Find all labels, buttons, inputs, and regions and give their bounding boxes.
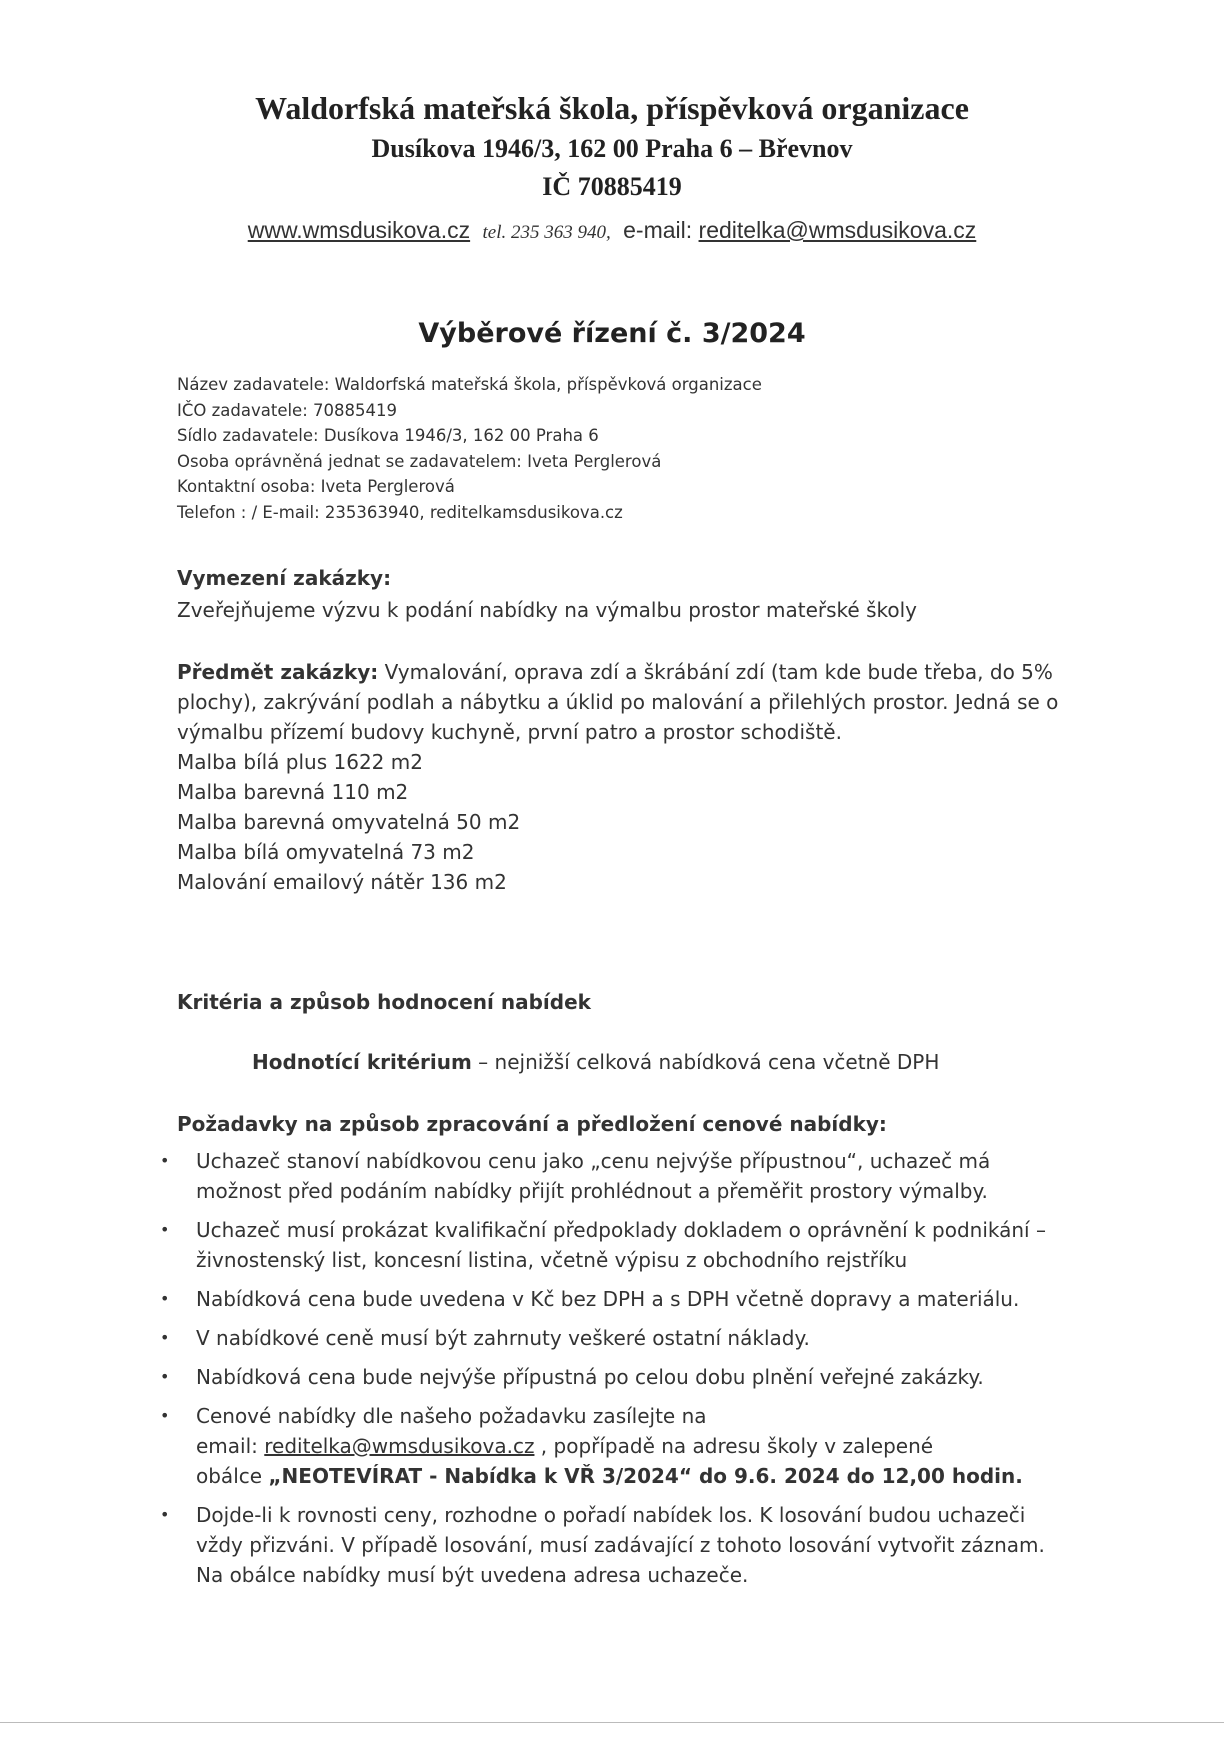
subject-label: Předmět zakázky: — [177, 660, 379, 684]
organization-address: Dusíkova 1946/3, 162 00 Praha 6 – Břevnov — [371, 134, 853, 163]
list-item — [160, 1401, 1080, 1491]
bullet: • — [160, 1328, 170, 1347]
bullet: • — [160, 1151, 170, 1170]
bullet: • — [160, 1505, 170, 1524]
list-line: Dojde-li k rovnosti ceny, rozhodne o pořadí nabídek los. K losování budou uchazeči — [196, 1503, 1026, 1527]
requirements-heading: Požadavky na způsob zpracování a předložení cenové nabídky: — [177, 1112, 887, 1136]
criteria-description: – nejnižší celková nabídková cena včetně DPH — [471, 1050, 940, 1074]
subject-line: výmalbu přízemí budovy kuchyně, první patro a prostor schodiště. — [177, 720, 842, 744]
list-line: Na obálce nabídky musí být uvedena adresa uchazeče. — [196, 1563, 749, 1587]
submission-email-link[interactable]: reditelka@wmsdusikova.cz — [264, 1434, 535, 1458]
subject-line — [177, 657, 1077, 687]
bullet: • — [160, 1220, 170, 1239]
organization-ic: IČ 70885419 — [542, 172, 682, 201]
list-item — [160, 1362, 1080, 1392]
list-line: živnostenský list, koncesní listina, včetně výpisu z obchodního rejstříku — [196, 1248, 908, 1272]
bullet: • — [160, 1406, 170, 1425]
criteria-text — [252, 1050, 939, 1074]
subject-item: Malování emailový nátěr 136 m2 — [177, 870, 507, 894]
list-line — [196, 1461, 1080, 1491]
organization-name: Waldorfská mateřská škola, příspěvková organizace — [255, 90, 969, 126]
info-line: Název zadavatele: Waldorfská mateřská škola, příspěvková organizace — [177, 375, 762, 394]
email-link[interactable]: reditelka@wmsdusikova.cz — [698, 217, 977, 243]
info-line: Osoba oprávněná jednat se zadavatelem: Iveta Perglerová — [177, 451, 662, 471]
info-line: IČO zadavatele: 70885419 — [177, 400, 397, 420]
bullet: • — [160, 1289, 170, 1308]
document-title: Výběrové řízení č. 3/2024 — [418, 318, 806, 349]
subject-text: Vymalování, oprava zdí a škrábání zdí (tam kde bude třeba, do 5% — [378, 660, 1053, 684]
list-item — [160, 1284, 1080, 1314]
info-line: Kontaktní osoba: Iveta Perglerová — [177, 477, 455, 497]
email-prefix: email: — [196, 1434, 265, 1458]
website-link[interactable]: www.wmsdusikova.cz — [247, 217, 471, 243]
page-bottom-rule — [0, 1722, 1224, 1723]
email-suffix: , popřípadě na adresu školy v zalepené — [534, 1434, 934, 1458]
list-line: možnost před podáním nabídky přijít prohlédnout a přeměřit prostory výmalby. — [196, 1179, 988, 1203]
criteria-heading: Kritéria a způsob hodnocení nabídek — [177, 990, 591, 1014]
subject-item: Malba bílá plus 1622 m2 — [177, 750, 423, 774]
list-line: vždy přizváni. V případě losování, musí zadávající z tohoto losování vytvořit záznam. — [196, 1533, 1045, 1557]
contracting-authority-info — [177, 372, 762, 526]
list-item — [160, 1323, 1080, 1353]
bullet: • — [160, 1367, 170, 1386]
list-line — [196, 1431, 1080, 1461]
list-item — [160, 1500, 1080, 1590]
list-line: Nabídková cena bude nejvýše přípustná po celou dobu plnění veřejné zakázky. — [196, 1365, 984, 1389]
deadline-text: „NEOTEVÍRAT - Nabídka k VŘ 3/2024“ do 9.6. 2024 do 12,00 hodin. — [268, 1464, 1023, 1488]
subject-item: Malba bílá omyvatelná 73 m2 — [177, 840, 475, 864]
info-line: Sídlo zadavatele: Dusíkova 1946/3, 162 00 Praha 6 — [177, 426, 599, 446]
scope-text — [177, 595, 1077, 625]
list-item — [160, 1146, 1080, 1206]
info-line: Telefon : / E-mail: 235363940, reditelkamsdusikova.cz — [177, 502, 623, 522]
telephone: tel. 235 363 940, — [482, 222, 611, 243]
criteria-label: Hodnotící kritérium — [252, 1050, 472, 1074]
list-item — [160, 1215, 1080, 1275]
subject-item: Malba barevná 110 m2 — [177, 780, 409, 804]
envelope-prefix: obálce — [196, 1464, 269, 1488]
subject-line: plochy), zakrývání podlah a nábytku a úklid po malování a přilehlých prostor. Jedná se o — [177, 690, 1059, 714]
contact-line — [0, 217, 1224, 244]
list-line: Cenové nabídky dle našeho požadavku zasílejte na — [196, 1404, 707, 1428]
list-line: Uchazeč stanoví nabídkovou cenu jako „cenu nejvýše přípustnou“, uchazeč má — [196, 1149, 991, 1173]
subject-item: Malba barevná omyvatelná 50 m2 — [177, 810, 521, 834]
subject-section — [177, 657, 1077, 897]
list-line: Uchazeč musí prokázat kvalifikační předpoklady dokladem o oprávnění k podnikání – — [196, 1218, 1046, 1242]
requirements-list — [160, 1146, 1080, 1599]
list-line: V nabídkové ceně musí být zahrnuty veškeré ostatní náklady. — [196, 1326, 810, 1350]
email-label: e-mail: — [623, 217, 693, 243]
scope-line: Zveřejňujeme výzvu k podání nabídky na výmalbu prostor mateřské školy — [177, 598, 917, 622]
scope-heading: Vymezení zakázky: — [177, 566, 392, 590]
list-line: Nabídková cena bude uvedena v Kč bez DPH a s DPH včetně dopravy a materiálu. — [196, 1287, 1020, 1311]
